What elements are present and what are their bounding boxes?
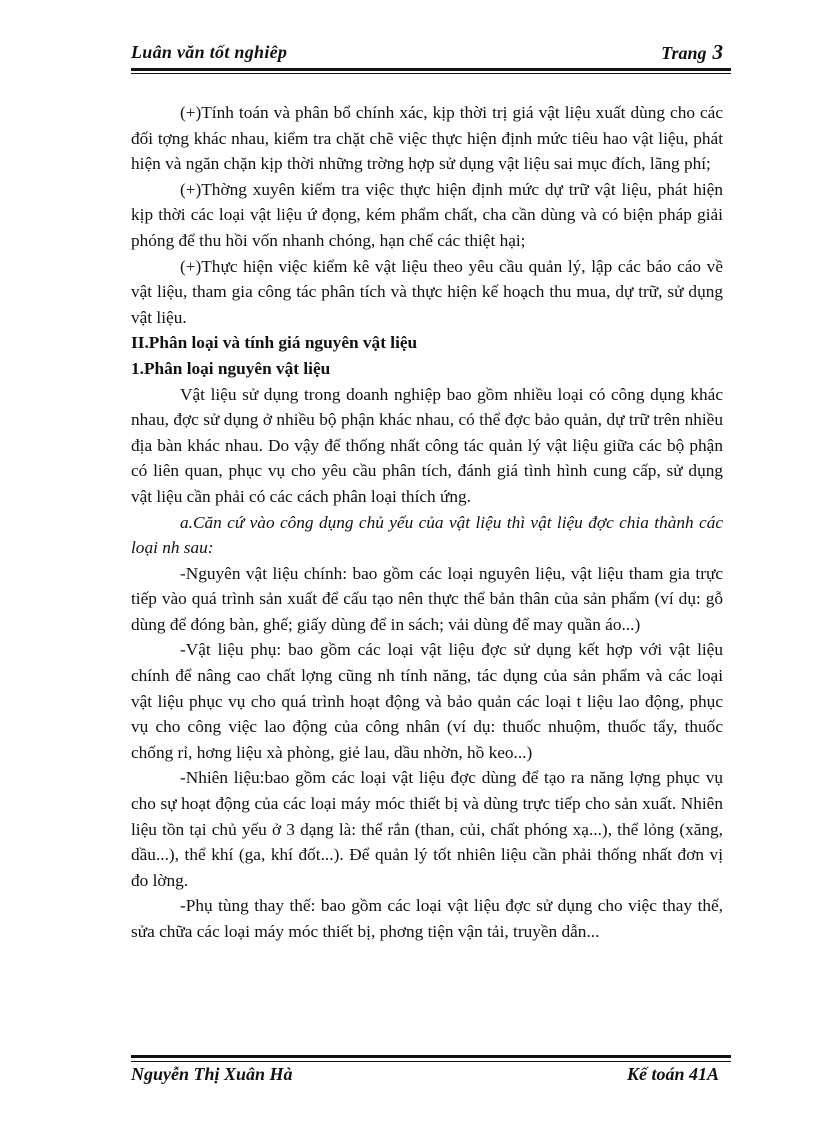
item-auxiliary-material: -Vật liệu phụ: bao gồm các loại vật liệu đợc sử dụng kết hợp với vật liệu chính để nâng cao chất lợng cũng nh tính năng, tác dụng của sản phẩm và các loại vật liệu phục vụ cho quá trình hoạt động và bảo quản các loại t liệu lao động, phục vụ cho công việc lao động của công nhân (ví dụ: thuốc nhuộm, thuốc tẩy, thuốc chống rỉ, hơng liệu xà phòng, giẻ lau, dầu nhờn, hồ keo...) — [131, 640, 723, 762]
document-title: Luân văn tốt nghiêp — [131, 42, 288, 62]
page-body — [131, 100, 723, 945]
paragraph-intro: Vật liệu sử dụng trong doanh nghiệp bao gồm nhiều loại có công dụng khác nhau, đợc sử dụng ở nhiều bộ phận khác nhau, có thể đợc bảo quản, dự trữ trên nhiều địa bàn khác nhau. Do vậy để thống nhất công tác quản lý vật liệu giữa các bộ phận có liên quan, phục vụ cho yêu cầu phân tích, đánh giá tình hình cung cấp, sử dụng vật liệu cần phải có các cách phân loại thích ứng. — [131, 384, 723, 506]
author-name: Nguyễn Thị Xuân Hà — [131, 1064, 293, 1084]
item-main-material: -Nguyên vật liệu chính: bao gồm các loại nguyên liệu, vật liệu tham gia trực tiếp vào quá trình sản xuất để cấu tạo nên thực thể bản thân của sản phẩm (ví dụ: gỗ dùng để đóng bàn, ghế; giấy dùng để in sách; vải dùng để may quần áo...) — [131, 563, 723, 634]
footer-rule-thick — [131, 1055, 731, 1058]
class-name: Kế toán 41A — [626, 1064, 719, 1084]
item-spare-parts: -Phụ tùng thay thế: bao gồm các loại vật liệu đợc sử dụng cho việc thay thế, sửa chữa các loại máy móc thiết bị, phơng tiện vận tải, truyền dẫn... — [131, 896, 723, 941]
page-number: 3 — [712, 40, 723, 64]
paragraph-inspect: (+)Thờng xuyên kiểm tra việc thực hiện định mức dự trữ vật liệu, phát hiện kịp thời các loại vật liệu ứ đọng, kém phẩm chất, cha cần dùng và có biện pháp giải phóng để thu hồi vốn nhanh chóng, hạn chế các thiệt hại; — [131, 179, 723, 250]
classification-heading: a.Căn cứ vào công dụng chủ yếu của vật liệu thì vật liệu đợc chia thành các loại nh sau: — [131, 512, 723, 558]
page-indicator — [661, 40, 723, 65]
page-label: Trang — [661, 43, 707, 63]
section-heading: II.Phân loại và tính giá nguyên vật liệu — [131, 333, 418, 353]
footer-rule-thin — [131, 1061, 731, 1062]
item-fuel: -Nhiên liệu:bao gồm các loại vật liệu đợc dùng để tạo ra năng lợng phục vụ cho sự hoạt động của các loại máy móc thiết bị và dùng trực tiếp cho sản xuất. Nhiên liệu tồn tại chủ yếu ở 3 dạng là: thể rắn (than, củi, chất phóng xạ...), thể lỏng (xăng, dầu...), thể khí (ga, khí đốt...). Để quản lý tốt nhiên liệu cần phải thống nhất đơn vị đo lờng. — [131, 768, 723, 890]
subsection-heading: 1.Phân loại nguyên vật liệu — [131, 358, 331, 378]
page-header — [131, 38, 731, 66]
page-footer — [131, 1064, 731, 1090]
paragraph-inventory: (+)Thực hiện việc kiểm kê vật liệu theo yêu cầu quản lý, lập các báo cáo về vật liệu, tham gia công tác phân tích và thực hiện kế hoạch thu mua, dự trữ, sử dụng vật liệu. — [131, 256, 723, 327]
header-rule-thick — [131, 68, 731, 71]
paragraph-calc: (+)Tính toán và phân bổ chính xác, kịp thời trị giá vật liệu xuất dùng cho các đối tợng khác nhau, kiểm tra chặt chẽ việc thực hiện định mức tiêu hao vật liệu, phát hiện và ngăn chặn kịp thời những trờng hợp sử dụng vật liệu sai mục đích, lãng phí; — [131, 103, 723, 174]
header-rule-thin — [131, 73, 731, 74]
